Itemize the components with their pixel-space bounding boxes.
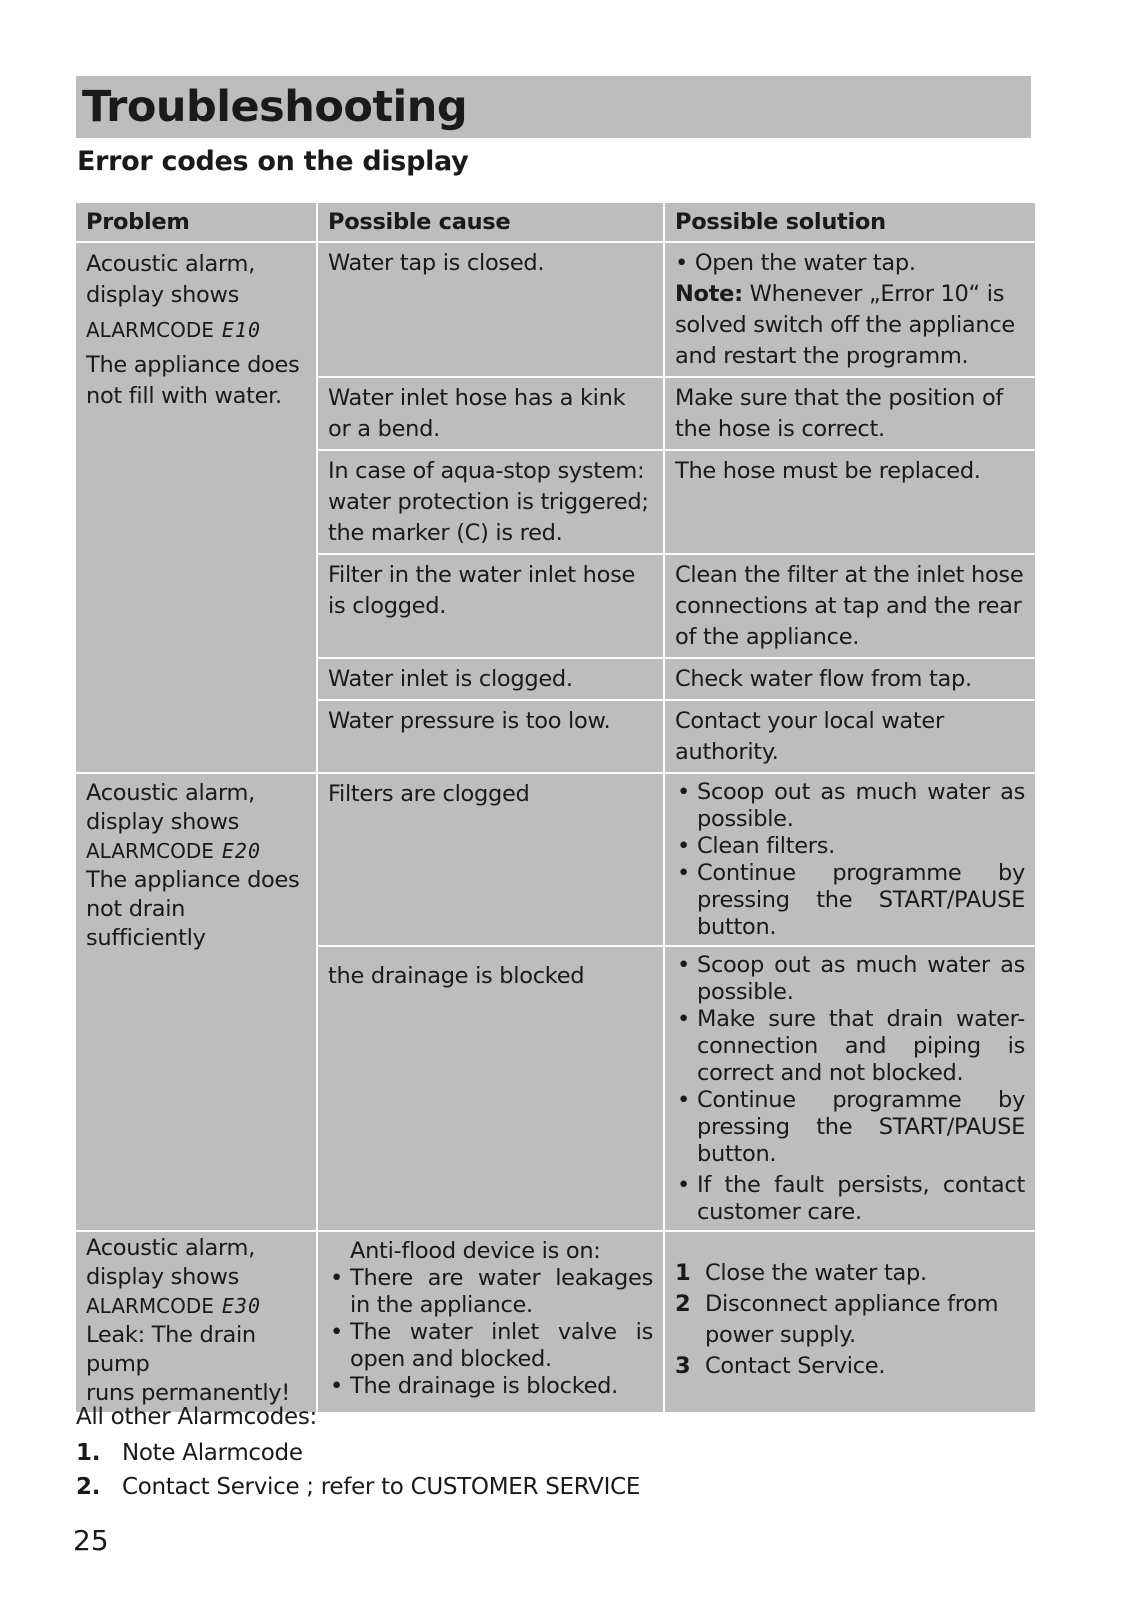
problem-description: Leak: The drain pump (86, 1322, 256, 1377)
problem-line: display shows (86, 1264, 240, 1290)
title-bar (76, 76, 1031, 138)
problem-description: runs permanently! (86, 1380, 291, 1406)
footer-item (76, 1440, 303, 1466)
list-item: • Clean filters. (675, 833, 1025, 860)
list-item: • Continue programme by pressing the START/PAUSE button. (675, 1087, 1025, 1168)
footer-item-text: Contact Service ; refer to CUSTOMER SERVICE (122, 1474, 641, 1500)
problem-description: The appliance does not fill with water. (86, 352, 300, 409)
note-label: Note: (675, 281, 743, 307)
cause-cell (318, 1232, 663, 1412)
cause-cell: Water inlet hose has a kink or a bend. (318, 378, 663, 449)
solution-bullet: • Open the water tap. (675, 250, 916, 276)
cause-cell: Filter in the water inlet hose is clogged. (318, 555, 663, 657)
footer-item-number: 1. (76, 1440, 101, 1466)
step-number: 1 (675, 1260, 691, 1286)
list-item: • Scoop out as much water as possible. (675, 779, 1025, 833)
alarm-code-value: E30 (221, 1294, 261, 1318)
alarm-code-label: ALARMCODE (86, 318, 214, 342)
list-item: • The drainage is blocked. (328, 1373, 653, 1400)
note-text: Whenever „Error 10“ is solved switch off the appliance and restart the programm. (675, 281, 1015, 369)
step-number: 3 (675, 1353, 691, 1379)
list-item (675, 1258, 1025, 1289)
header-possible-solution: Possible solution (665, 203, 1035, 241)
page-number: 25 (73, 1524, 109, 1557)
error-code-table (74, 201, 1037, 1414)
alarm-code-value: E20 (221, 839, 261, 863)
page-title: Troubleshooting (82, 82, 468, 132)
problem-cell-e20 (76, 774, 316, 1230)
alarm-code-label: ALARMCODE (86, 839, 214, 863)
footer-item-text: Note Alarmcode (122, 1440, 303, 1466)
list-item (675, 1289, 1025, 1351)
solution-list (675, 952, 1025, 1226)
list-item: • If the fault persists, contact customer care. (675, 1172, 1025, 1226)
table-row (76, 1232, 1035, 1412)
alarm-code-value: E10 (221, 318, 261, 342)
problem-line: display shows (86, 809, 240, 835)
list-item: • Scoop out as much water as possible. (675, 952, 1025, 1006)
solution-cell: Make sure that the position of the hose is correct. (665, 378, 1035, 449)
solution-cell: The hose must be replaced. (665, 451, 1035, 553)
solution-cell (665, 774, 1035, 945)
step-text: Close the water tap. (705, 1260, 927, 1286)
list-item: • The water inlet valve is open and blocked. (328, 1319, 653, 1373)
problem-cell-e30 (76, 1232, 316, 1412)
section-subtitle: Error codes on the display (77, 146, 469, 177)
step-text: Contact Service. (705, 1353, 886, 1379)
footer-intro: All other Alarmcodes: (76, 1404, 317, 1430)
cause-cell: Water inlet is clogged. (318, 659, 663, 699)
solution-cell: Contact your local water authority. (665, 701, 1035, 772)
problem-line: Acoustic alarm, (86, 251, 255, 277)
solution-list (675, 779, 1025, 941)
problem-line: Acoustic alarm, (86, 780, 255, 806)
problem-line: Acoustic alarm, (86, 1235, 255, 1261)
cause-cell: Water pressure is too low. (318, 701, 663, 772)
cause-cell: In case of aqua-stop system: water protection is triggered; the marker (C) is red. (318, 451, 663, 553)
solution-cell: Clean the filter at the inlet hose connections at tap and the rear of the appliance. (665, 555, 1035, 657)
alarm-code (86, 315, 306, 346)
list-item (675, 1351, 1025, 1382)
cause-intro: Anti-flood device is on: (350, 1238, 601, 1264)
solution-cell (665, 1232, 1035, 1412)
list-item: • Continue programme by pressing the START/PAUSE button. (675, 860, 1025, 941)
header-possible-cause: Possible cause (318, 203, 663, 241)
table-row (76, 243, 1035, 376)
list-item: • There are water leakages in the appliance. (328, 1265, 653, 1319)
solution-note (675, 279, 1025, 372)
cause-cell: the drainage is blocked (318, 947, 663, 1230)
problem-line: display shows (86, 282, 240, 308)
footer-item-number: 2. (76, 1474, 101, 1500)
alarm-code-label: ALARMCODE (86, 1294, 214, 1318)
footer-item (76, 1474, 640, 1500)
cause-list (328, 1265, 653, 1400)
step-number: 2 (675, 1291, 691, 1317)
solution-cell: Check water flow from tap. (665, 659, 1035, 699)
step-text: Disconnect appliance from power supply. (705, 1291, 999, 1348)
table-row (76, 774, 1035, 945)
solution-cell (665, 947, 1035, 1230)
problem-description: The appliance does not drain sufficiently (86, 867, 300, 951)
alarm-code (86, 837, 306, 866)
table-header-row (76, 203, 1035, 241)
alarm-code (86, 1292, 306, 1321)
solution-cell (665, 243, 1035, 376)
header-problem: Problem (76, 203, 316, 241)
cause-cell: Water tap is closed. (318, 243, 663, 376)
list-item: • Make sure that drain water-connection and piping is correct and not blocked. (675, 1006, 1025, 1087)
solution-steps (675, 1258, 1025, 1382)
cause-cell: Filters are clogged (318, 774, 663, 945)
problem-cell-e10 (76, 243, 316, 772)
